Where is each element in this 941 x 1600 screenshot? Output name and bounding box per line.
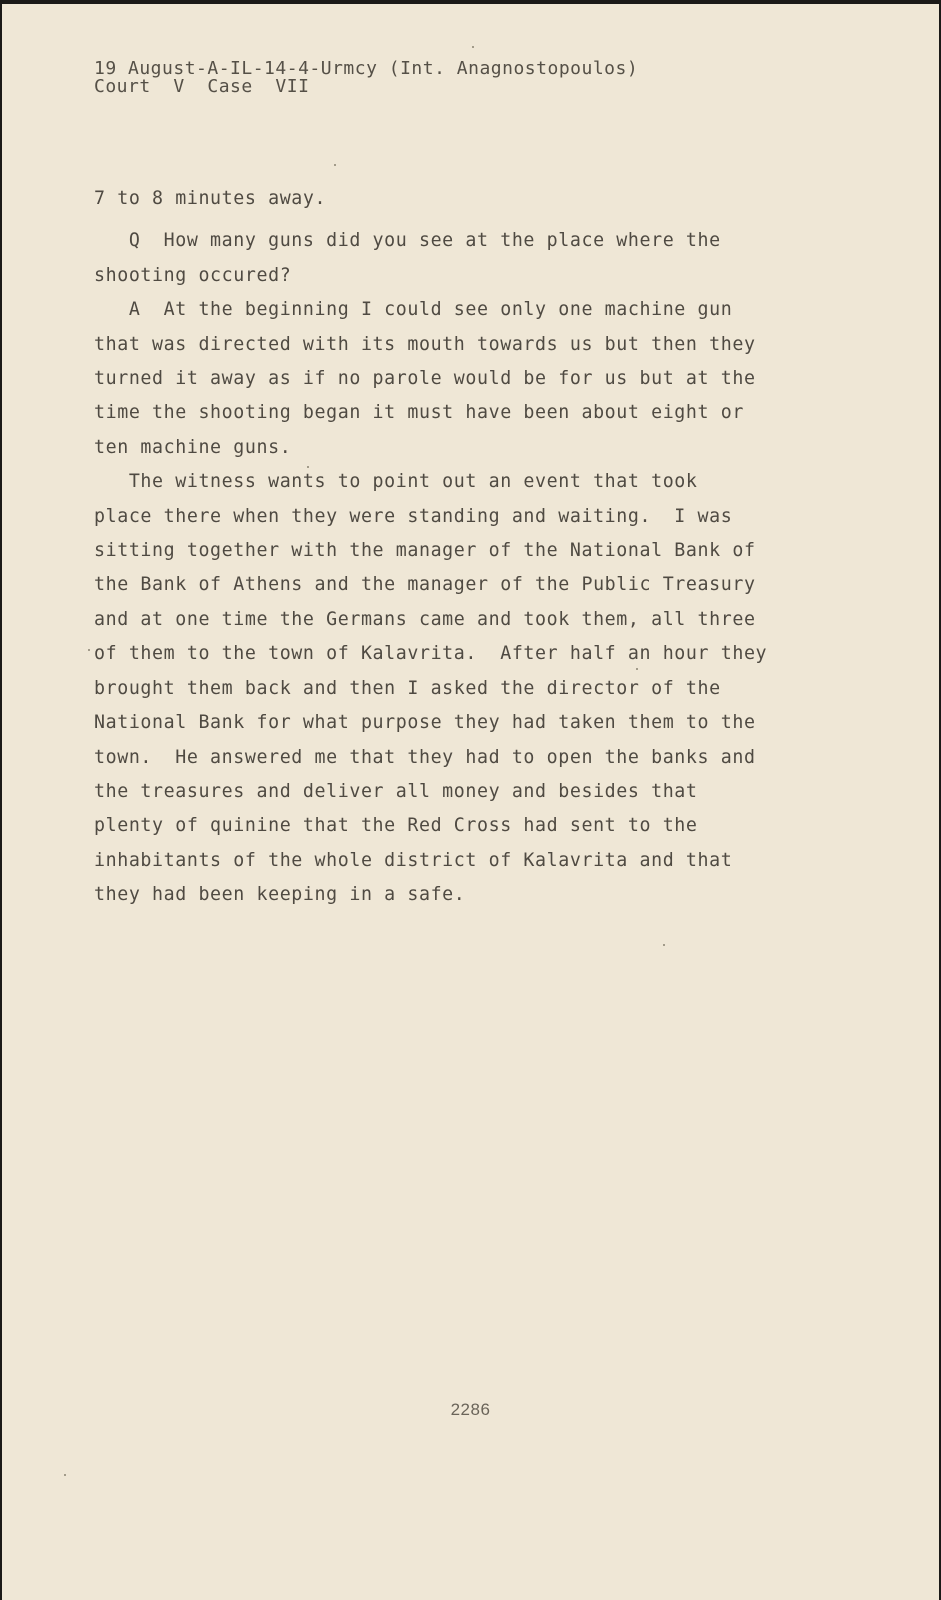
text-line: time the shooting began it must have been about eight or — [94, 402, 744, 424]
text-line: plenty of quinine that the Red Cross had sent to the — [94, 815, 698, 837]
text-line: shooting occured? — [94, 264, 292, 286]
paper-speck — [334, 164, 336, 166]
text-line: inhabitants of the whole district of Kalavrita and that — [94, 849, 733, 871]
text-line: 7 to 8 minutes away. — [94, 188, 327, 209]
paper-speck — [64, 1474, 66, 1476]
text-line: A At the beginning I could see only one machine gun — [94, 299, 733, 321]
paper-speck — [663, 944, 665, 946]
text-line: turned it away as if no parole would be for us but at the — [94, 368, 756, 390]
paper-speck — [636, 668, 638, 670]
paper-speck — [88, 649, 90, 651]
text-line: the Bank of Athens and the manager of the Public Treasury — [94, 574, 756, 596]
text-line: that was directed with its mouth towards us but then they — [94, 333, 756, 355]
text-line: of them to the town of Kalavrita. After half an hour they — [94, 643, 768, 665]
text-line: town. He answered me that they had to open the banks and — [94, 746, 756, 768]
text-line: The witness wants to point out an event that took — [94, 471, 698, 493]
text-line: brought them back and then I asked the director of the — [94, 677, 721, 699]
text-line: sitting together with the manager of the National Bank of — [94, 540, 756, 562]
text-line: ten machine guns. — [94, 436, 292, 458]
header-court-case: Court V Case VII — [94, 76, 310, 97]
testimony-body — [94, 182, 814, 913]
text-line: the treasures and deliver all money and besides that — [94, 780, 698, 802]
paper-speck — [307, 466, 309, 468]
paper-speck — [472, 46, 474, 48]
document-header — [94, 60, 638, 96]
text-line: Q How many guns did you see at the place where the — [94, 230, 721, 252]
header-case-reference: 19 August-A-IL-14-4-Urmcy (Int. Anagnostopoulos) — [94, 58, 639, 79]
text-line: they had been keeping in a safe. — [94, 884, 466, 906]
text-line: place there when they were standing and waiting. I was — [94, 505, 733, 527]
document-page — [2, 4, 939, 1600]
text-line: National Bank for what purpose they had taken them to the — [94, 712, 756, 734]
page-number: 2286 — [450, 1400, 491, 1419]
text-line: and at one time the Germans came and took them, all three — [94, 608, 756, 630]
